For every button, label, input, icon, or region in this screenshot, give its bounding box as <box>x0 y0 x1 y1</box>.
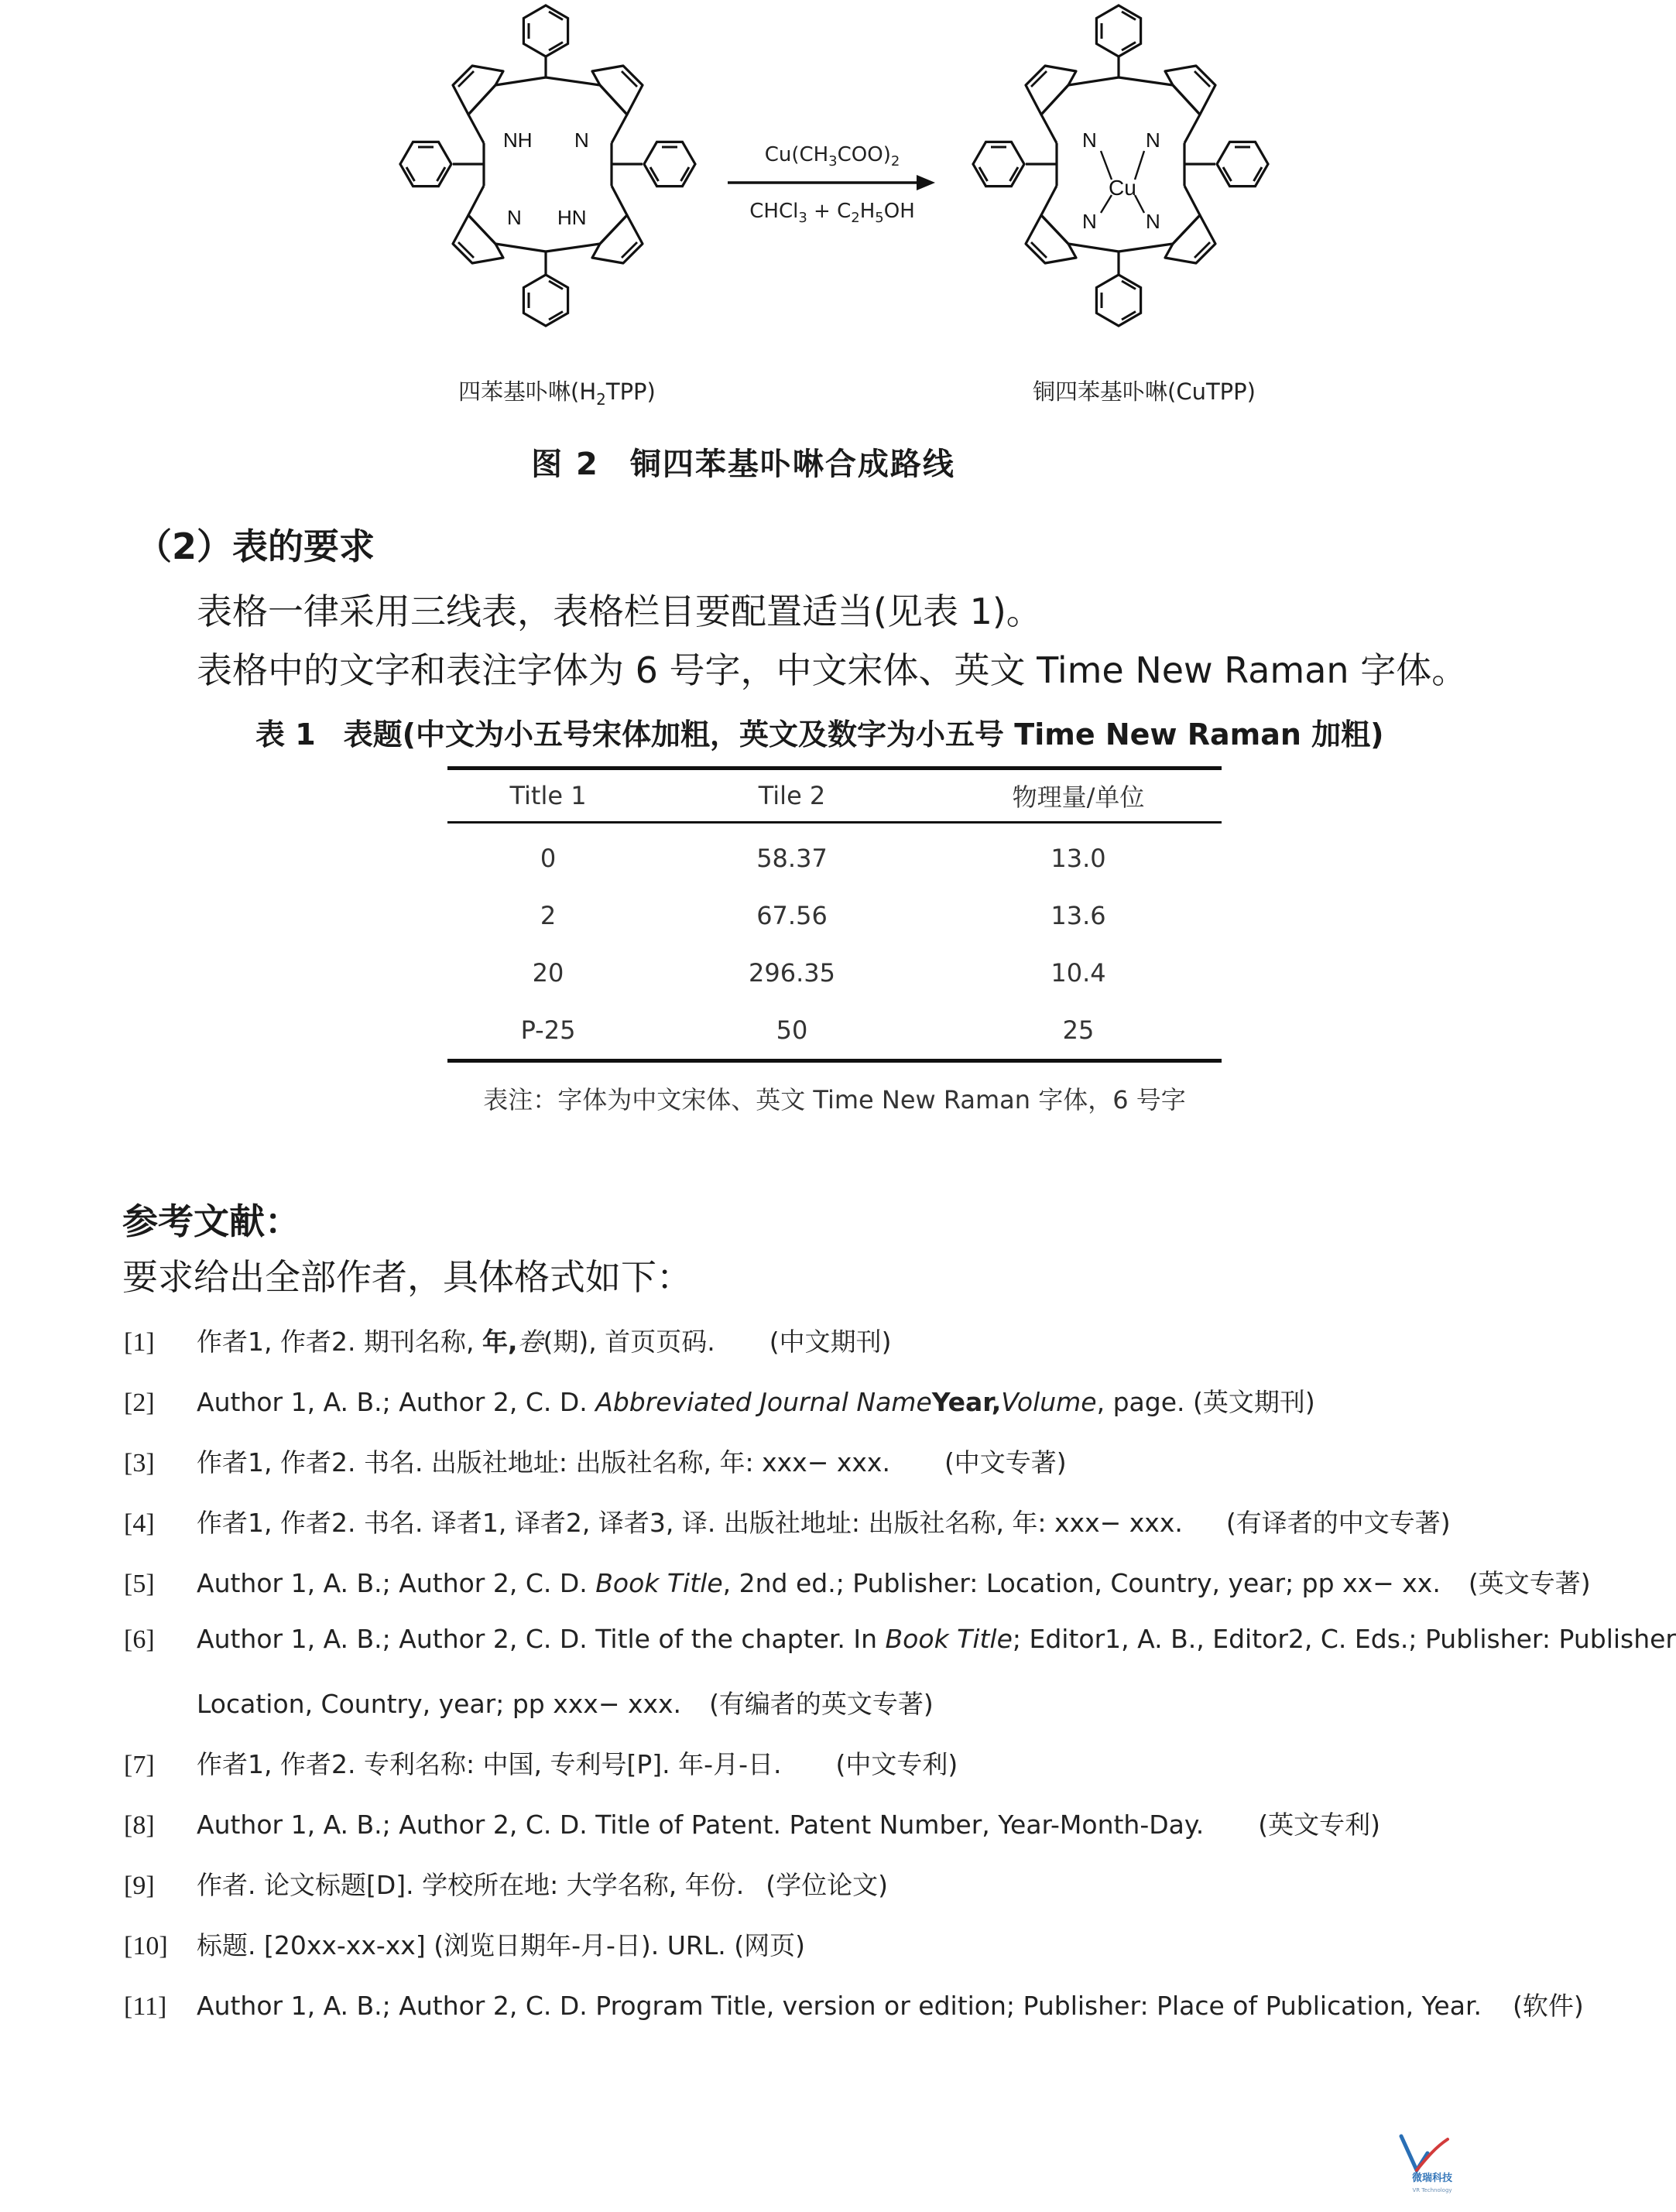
reference-type: (软件) <box>1512 1991 1584 2021</box>
n-label: N <box>1082 210 1097 233</box>
reference-type: (英文专著) <box>1468 1568 1591 1598</box>
reference-item: [2] Author 1, A. B.; Author 2, C. D. Abbreviated Journal NameYear,Volume, page. (英文期刊) <box>124 1387 1315 1417</box>
table-row <box>447 887 1222 944</box>
cu-label: Cu <box>1109 176 1136 200</box>
cutpp-label: 铜四苯基卟啉(CuTPP) <box>1033 378 1256 405</box>
table-note: 表注：字体为中文宋体、英文 Time New Raman 字体，6 号字 <box>483 1085 1186 1115</box>
hn-label: HN <box>557 206 587 229</box>
h2tpp-label: 四苯基卟啉$(H_2TPP)$ <box>458 378 656 409</box>
reference-item: [5] Author 1, A. B.; Author 2, C. D. Book Title, 2nd ed.; Publisher: Location, Country, year; pp xx− xx. (英文专著) <box>124 1568 1591 1598</box>
table-cell: 13.0 <box>1050 844 1106 873</box>
reference-number: [6] <box>124 1625 155 1654</box>
reference-type: (中文专利) <box>835 1749 958 1779</box>
n-label: N <box>507 206 522 229</box>
cutpp-molecule <box>1026 56 1215 275</box>
reaction-scheme <box>0 0 1486 480</box>
reference-type: (有编者的英文专著) <box>709 1689 934 1719</box>
reference-type: (中文专著) <box>944 1447 1067 1478</box>
reference-item: [4] 作者1, 作者2. 书名. 译者1, 译者2, 译者3, 译. 出版社地址: 出版社名称, 年: xxx− xxx. (有译者的中文专著) <box>124 1508 1451 1538</box>
n-label: N <box>1146 210 1160 233</box>
reference-number: [1] <box>124 1328 155 1357</box>
references-intro: 要求给出全部作者，具体格式如下： <box>122 1256 692 1298</box>
reference-number: [4] <box>124 1509 155 1538</box>
n-label: N <box>1146 128 1160 152</box>
reference-number: [10] <box>124 1932 168 1960</box>
logo-name: 微瑞科技 <box>1411 2173 1453 2184</box>
reference-number: [7] <box>124 1751 155 1779</box>
n-label: N <box>574 128 589 152</box>
table-cell: P-25 <box>447 1002 649 1061</box>
table-cell: 67.56 <box>756 901 828 930</box>
nh-label: NH <box>503 128 533 152</box>
paragraph-2: 表格中的文字和表注字体为 6 号字，中文宋体、英文 Time New Raman 字体。 <box>197 649 1468 691</box>
reference-type: (有译者的中文专著) <box>1225 1508 1451 1538</box>
reference-number: [2] <box>124 1388 155 1417</box>
table-cell: 10.4 <box>1050 958 1106 988</box>
table-header-row <box>447 769 1222 823</box>
reference-item: [6] Author 1, A. B.; Author 2, C. D. Title of the chapter. In Book Title; Editor1, A. B., Editor2, C. Eds.; Publisher: Publisher <box>124 1624 1676 1654</box>
section-heading: （2）表的要求 <box>136 526 375 567</box>
table-cell: 50 <box>649 1002 935 1061</box>
table-row <box>447 823 1222 888</box>
reference-item: [9] 作者. 论文标题[D]. 学校所在地: 大学名称, 年份. (学位论文) <box>124 1870 888 1900</box>
references-heading: 参考文献： <box>122 1200 300 1242</box>
table-cell: 2 <box>540 901 557 930</box>
reference-item: [8] Author 1, A. B.; Author 2, C. D. Title of Patent. Patent Number, Year-Month-Day. (英文专利) <box>124 1810 1380 1840</box>
paragraph-1: 表格一律采用三线表，表格栏目要配置适当(见表 1)。 <box>197 591 1042 632</box>
table-row <box>447 944 1222 1002</box>
table-cell: 0 <box>540 844 557 873</box>
table-caption: 表 1 表题(中文为小五号宋体加粗，英文及数字为小五号 Time New Raman 加粗) <box>255 717 1384 752</box>
reference-type: (网页) <box>734 1930 805 1960</box>
h2tpp-molecule <box>453 56 643 275</box>
table-header: 物理量/单位 <box>935 769 1222 823</box>
reference-type: (英文期刊) <box>1193 1387 1315 1417</box>
reference-item: [7] 作者1, 作者2. 专利名称: 中国, 专利号[P]. 年-月-日. (中文专利) <box>124 1749 958 1779</box>
reference-number: [5] <box>124 1570 155 1598</box>
n-label: N <box>1082 128 1097 152</box>
reference-number: [11] <box>124 1992 167 2021</box>
table-cell: 296.35 <box>749 958 835 988</box>
reference-number: [9] <box>124 1871 155 1900</box>
three-line-table <box>447 766 1222 1063</box>
table-cell: 20 <box>532 958 564 988</box>
reference-type: (学位论文) <box>766 1870 888 1900</box>
table-cell: 13.6 <box>1050 901 1106 930</box>
reference-number: [8] <box>124 1811 155 1840</box>
reference-number: [3] <box>124 1449 155 1478</box>
reference-item: [3] 作者1, 作者2. 书名. 出版社地址: 出版社名称, 年: xxx− xxx. (中文专著) <box>124 1447 1067 1478</box>
company-logo <box>1393 2130 1471 2200</box>
reference-item-continued: Location, Country, year; pp xxx− xxx. (有编者的英文专著) <box>197 1689 934 1719</box>
table-row <box>447 1002 1222 1061</box>
reagent-top: $Cu(CH_3COO)_2$ <box>764 143 900 170</box>
logo-subtitle: VR Technology <box>1412 2187 1452 2193</box>
reference-item: [11] Author 1, A. B.; Author 2, C. D. Program Title, version or edition; Publisher: Place of Publication, Year. (软件) <box>124 1991 1584 2021</box>
figure-caption: 图 2 铜四苯基卟啉合成路线 <box>531 447 955 482</box>
table-header: Title 1 <box>447 769 649 823</box>
reference-item: [10] 标题. [20xx-xx-xx] (浏览日期年-月-日). URL. (网页) <box>124 1930 805 1960</box>
table-header: Tile 2 <box>649 769 935 823</box>
reference-type: (中文期刊) <box>769 1327 892 1357</box>
reagent-bottom: CHCl$_3$ + $C_2H_5OH$ <box>749 200 915 227</box>
table-cell: 25 <box>935 1002 1222 1061</box>
table-cell: 58.37 <box>756 844 828 873</box>
reference-item: [1] 作者1, 作者2. 期刊名称, 年,卷(期), 首页页码. (中文期刊) <box>124 1327 892 1357</box>
reference-type: (英文专利) <box>1258 1810 1380 1840</box>
